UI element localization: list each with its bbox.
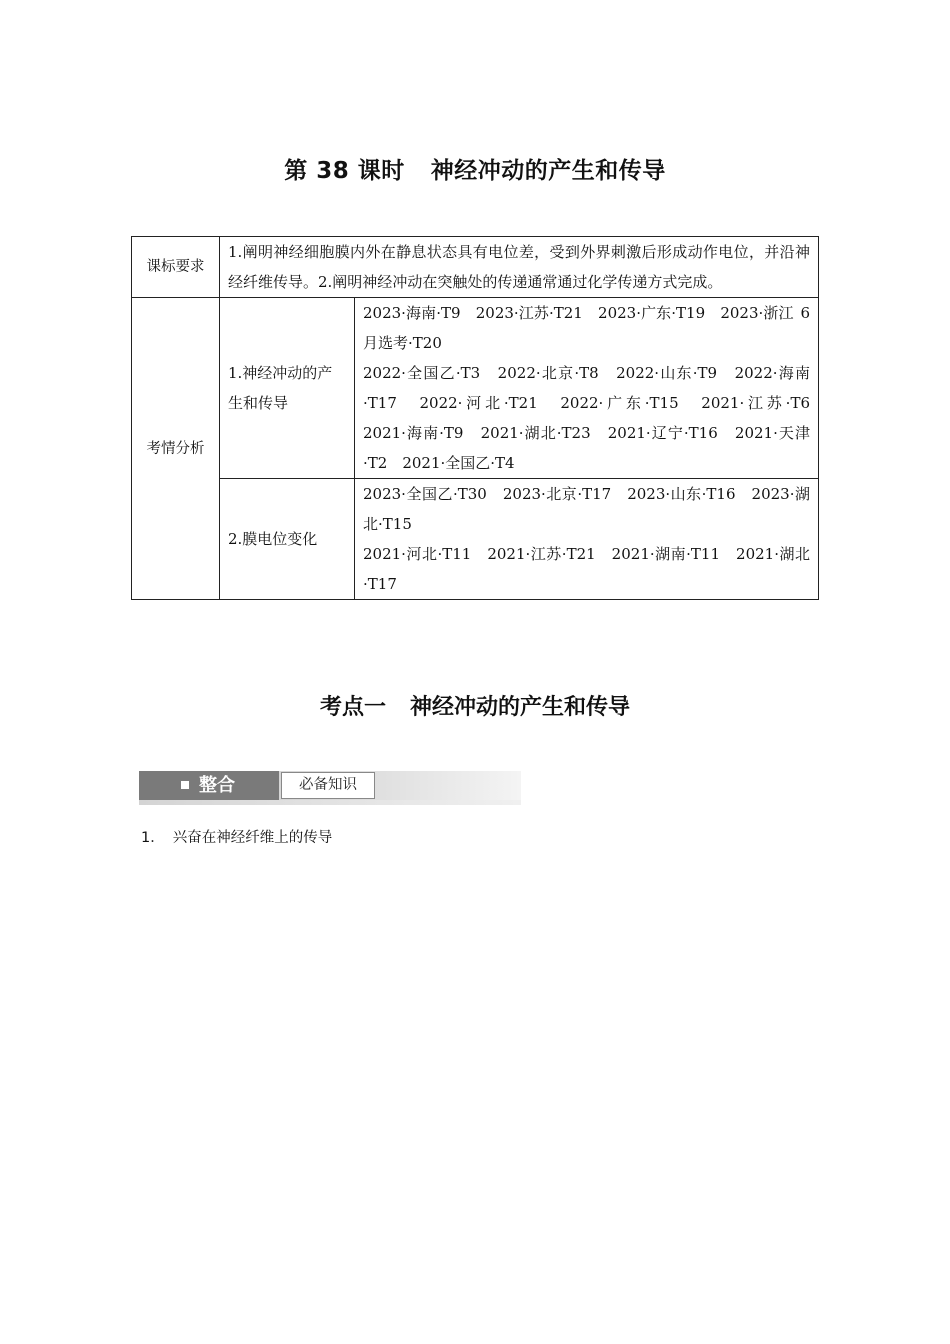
topic2-refs-b: 2021·河北·T11 2021·江苏·T21 2021·湖南·T11 2021·湖北·T17 xyxy=(363,545,810,593)
page-title-lesson: 第 38 课时 xyxy=(284,158,405,184)
banner-sub-label: 必备知识 xyxy=(281,772,375,799)
list-item-number: 1． xyxy=(141,830,165,846)
topic1-refs xyxy=(355,298,826,479)
topic2-refs xyxy=(355,479,819,600)
topic2-label: 2.膜电位变化 xyxy=(220,479,355,600)
table-row xyxy=(132,237,819,298)
topic2-refs-a: 2023·全国乙·T30 2023·北京·T17 2023·山东·T16 2023·湖北·T15 xyxy=(363,485,810,533)
section-title xyxy=(0,690,950,721)
banner-main xyxy=(139,771,279,800)
knowledge-banner xyxy=(139,771,521,805)
topic1-label: 1.神经冲动的产生和传导 xyxy=(220,298,355,479)
section-topic: 神经冲动的产生和传导 xyxy=(410,695,631,720)
analysis-header: 考情分析 xyxy=(132,298,220,600)
page-title xyxy=(0,152,950,185)
table-row xyxy=(132,298,819,479)
requirements-header: 课标要求 xyxy=(132,237,220,298)
banner-stripe xyxy=(139,800,521,805)
banner-main-label: 整合 xyxy=(199,775,235,796)
curriculum-table xyxy=(131,236,826,600)
table-row xyxy=(132,479,819,600)
page-title-topic: 神经冲动的产生和传导 xyxy=(430,158,666,184)
list-item xyxy=(141,826,332,847)
topic1-refs-a: 2023·海南·T9 2023·江苏·T21 2023·广东·T19 2023·浙江 6 月选考·T20 xyxy=(363,304,810,352)
list-item-text: 兴奋在神经纤维上的传导 xyxy=(172,830,333,846)
section-number: 考点一 xyxy=(319,695,386,720)
square-bullet-icon xyxy=(181,781,189,789)
requirements-text: 1.阐明神经细胞膜内外在静息状态具有电位差，受到外界刺激后形成动作电位，并沿神经纤维传导。2.阐明神经冲动在突触处的传递通常通过化学传递方式完成。 xyxy=(220,237,819,298)
topic1-refs-b: 2022·全国乙·T3 2022·北京·T8 2022·山东·T9 2022·海南·T17 2022·河北·T21 2022·广东·T15 2021·江苏·T6 2021·海南·T9 2021·湖北·T23 2021·辽宁·T16 2021·天津·T2 2021·全国乙·T4 xyxy=(363,364,826,472)
